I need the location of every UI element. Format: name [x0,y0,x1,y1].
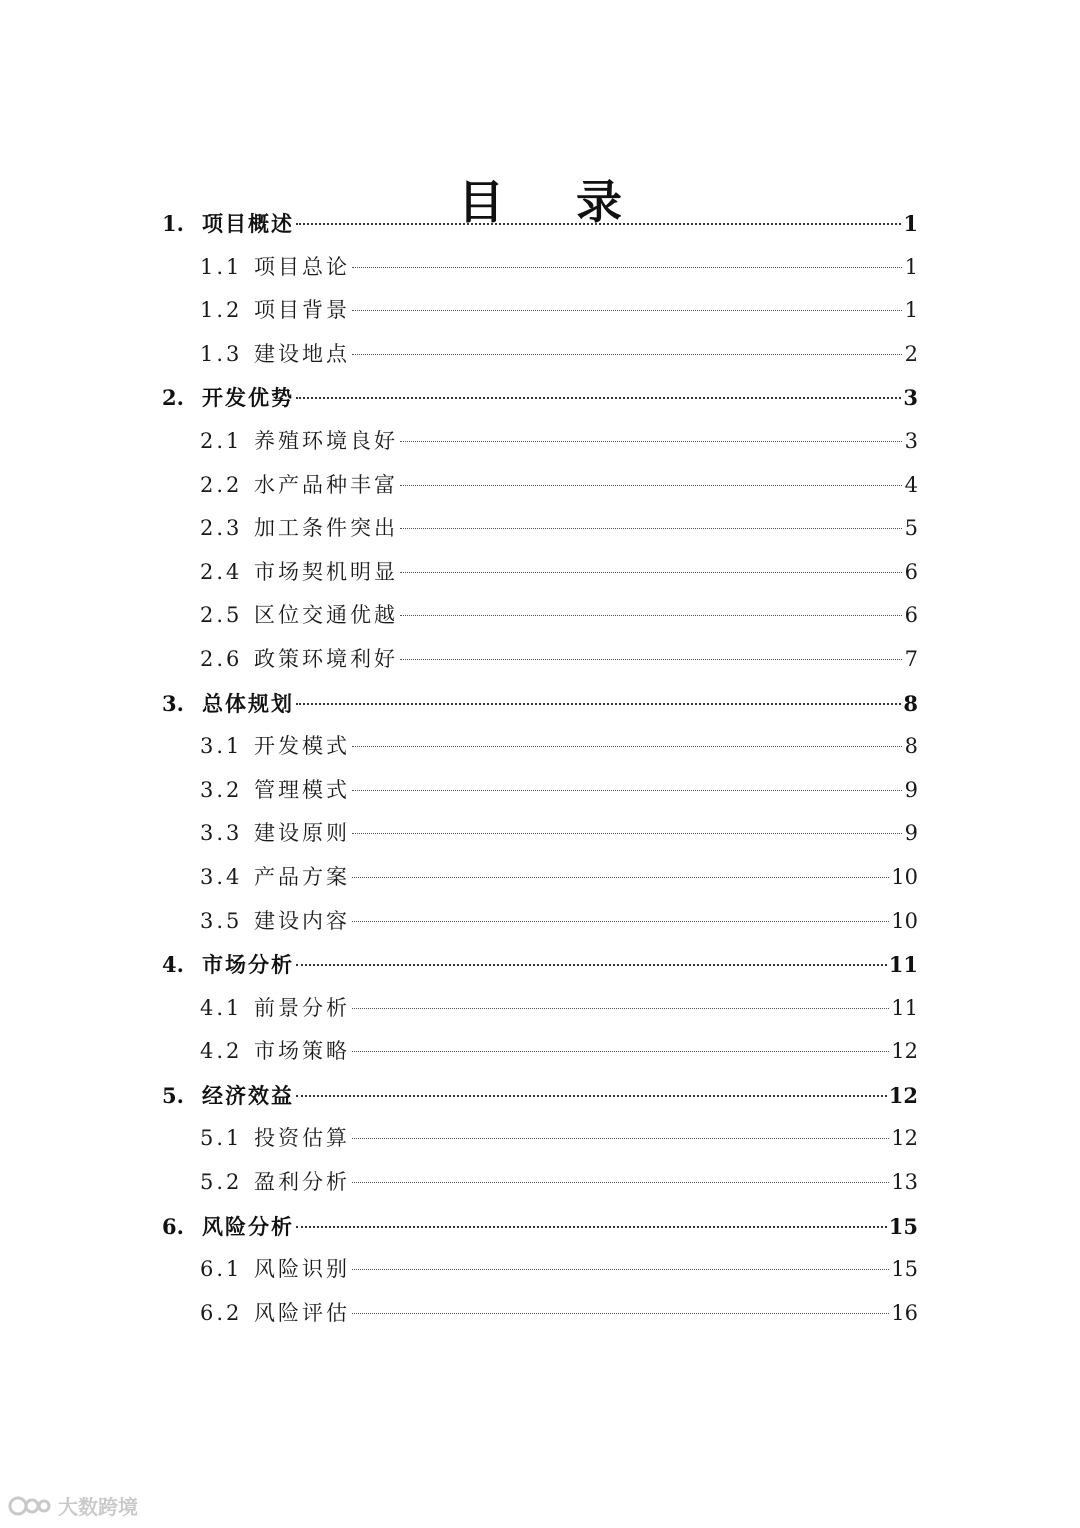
toc-entry-number: 6. [162,1213,184,1239]
toc-entry-number: 1. [162,211,184,236]
toc-page-number: 3 [904,428,918,453]
toc-entry-number: 3.1 [200,734,243,759]
toc-entry-number: 2.5 [200,603,243,628]
toc-page-number: 5 [904,516,918,541]
toc-dot-leader [352,790,902,791]
toc-entry-number: 6.2 [200,1300,243,1325]
toc-dot-leader [352,1269,889,1270]
toc-entry-title: 产品方案 [254,864,350,889]
toc-dot-leader [400,572,902,573]
toc-entry-title: 区位交通优越 [254,603,398,628]
toc-section-entry[interactable] [162,1117,918,1161]
toc-page-number: 15 [888,1213,918,1239]
toc-section-entry[interactable] [162,856,918,900]
toc-page-number: 6 [904,603,918,628]
toc-chapter-entry[interactable] [162,1074,918,1118]
toc-dot-leader [352,877,889,878]
toc-page-number: 4 [904,472,918,497]
toc-page-number: 15 [891,1257,918,1282]
toc-dot-leader [296,964,887,966]
toc-dot-leader [400,528,902,529]
toc-entry-number: 1.2 [200,298,243,323]
toc-chapter-entry[interactable] [162,682,918,726]
toc-chapter-entry[interactable] [162,1205,918,1249]
toc-section-entry[interactable] [162,246,918,290]
brand-logo-icon [8,1495,52,1517]
toc-entry-title: 风险分析 [202,1213,294,1239]
toc-section-entry[interactable] [162,507,918,551]
toc-section-entry[interactable] [162,1030,918,1074]
toc-entry-number: 6.1 [200,1257,243,1282]
toc-entry-title: 建设地点 [254,341,350,366]
toc-chapter-entry[interactable] [162,202,918,246]
toc-dot-leader [400,485,902,486]
toc-page-number: 2 [904,341,918,366]
toc-chapter-entry[interactable] [162,376,918,420]
toc-dot-leader [352,1138,889,1139]
toc-entry-title: 风险识别 [254,1257,350,1282]
toc-dot-leader [296,397,901,399]
toc-dot-leader [352,354,902,355]
toc-entry-title: 盈利分析 [254,1170,350,1195]
toc-entry-number: 3.5 [200,908,243,933]
toc-page-number: 8 [904,734,918,759]
toc-page-number: 12 [891,1039,918,1064]
toc-dot-leader [296,1226,887,1228]
toc-entry-title: 加工条件突出 [254,516,398,541]
watermark-text: 大数跨境 [58,1495,138,1519]
toc-page-number: 1 [904,298,918,323]
toc-dot-leader [352,310,902,311]
toc-page-number: 10 [891,908,918,933]
toc-page-number: 1 [904,254,918,279]
toc-page-number: 13 [891,1170,918,1195]
toc-section-entry[interactable] [162,638,918,682]
toc-entry-number: 2. [162,385,184,411]
toc-entry-title: 风险评估 [254,1300,350,1325]
toc-entry-number: 4. [162,952,184,978]
toc-page-number: 12 [891,1126,918,1151]
toc-entry-number: 4.2 [200,1039,243,1064]
toc-dot-leader [400,615,902,616]
toc-entry-number: 2.6 [200,646,243,671]
toc-page-number: 3 [903,385,918,411]
toc-dot-leader [352,833,902,834]
toc-entry-title: 经济效益 [202,1082,294,1108]
page-title: 目 录 [457,174,650,229]
toc-entry-title: 前景分析 [254,995,350,1020]
toc-page-number: 9 [904,821,918,846]
toc-entry-title: 养殖环境良好 [254,428,398,453]
toc-dot-leader [352,746,902,747]
toc-entry-title: 管理模式 [254,777,350,802]
toc-entry-number: 3.2 [200,777,243,802]
toc-section-entry[interactable] [162,420,918,464]
toc-dot-leader [352,1313,889,1314]
toc-dot-leader [352,921,889,922]
toc-entry-number: 3.3 [200,821,243,846]
watermark [8,1491,138,1520]
toc-section-entry[interactable] [162,769,918,813]
toc-entry-title: 政策环境利好 [254,646,398,671]
toc-entry-title: 开发模式 [254,734,350,759]
toc-section-entry[interactable] [162,725,918,769]
toc-page-number: 7 [904,646,918,671]
toc-page-number: 16 [891,1300,918,1325]
toc-entry-title: 市场策略 [254,1039,350,1064]
toc-dot-leader [296,223,901,225]
toc-section-entry[interactable] [162,1248,918,1292]
toc-entry-number: 2.3 [200,516,243,541]
toc-entry-title: 项目背景 [254,298,350,323]
toc-page-number: 11 [888,952,918,978]
toc-entry-number: 3. [162,690,184,716]
toc-dot-leader [352,1051,889,1052]
toc-entry-number: 1.3 [200,341,243,366]
toc-page-number: 12 [888,1082,918,1108]
toc-page-number: 10 [891,864,918,889]
toc-entry-number: 2.1 [200,428,243,453]
toc-chapter-entry[interactable] [162,943,918,987]
toc-entry-number: 3.4 [200,864,243,889]
toc-page-number: 9 [904,777,918,802]
toc-entry-title: 开发优势 [202,385,294,411]
toc-dot-leader [296,1095,887,1097]
toc-section-entry[interactable] [162,333,918,377]
toc-dot-leader [352,267,902,268]
toc-entry-title: 总体规划 [202,690,294,716]
table-of-contents [162,202,918,1335]
toc-entry-title: 水产品种丰富 [254,472,398,497]
toc-entry-number: 2.2 [200,472,243,497]
toc-section-entry[interactable] [162,812,918,856]
toc-entry-number: 1.1 [200,254,243,279]
toc-entry-title: 项目概述 [202,211,294,236]
toc-entry-number: 4.1 [200,995,243,1020]
toc-page-number: 8 [903,690,918,716]
toc-section-entry[interactable] [162,464,918,508]
toc-section-entry[interactable] [162,594,918,638]
toc-entry-title: 建设原则 [254,821,350,846]
toc-section-entry[interactable] [162,289,918,333]
toc-entry-number: 5.2 [200,1170,243,1195]
toc-dot-leader [400,659,902,660]
toc-entry-number: 2.4 [200,559,243,584]
toc-dot-leader [352,1182,889,1183]
toc-dot-leader [296,703,901,705]
toc-entry-number: 5. [162,1082,184,1108]
toc-dot-leader [400,441,902,442]
toc-entry-title: 建设内容 [254,908,350,933]
toc-section-entry[interactable] [162,551,918,595]
toc-page-number: 11 [891,995,918,1020]
toc-section-entry[interactable] [162,987,918,1031]
toc-page-number: 6 [904,559,918,584]
toc-entry-title: 投资估算 [254,1126,350,1151]
toc-entry-title: 项目总论 [254,254,350,279]
toc-entry-title: 市场分析 [202,952,294,978]
toc-entry-number: 5.1 [200,1126,243,1151]
toc-entry-title: 市场契机明显 [254,559,398,584]
toc-dot-leader [352,1008,889,1009]
toc-section-entry[interactable] [162,900,918,944]
toc-page-number: 1 [903,211,918,236]
toc-section-entry[interactable] [162,1161,918,1205]
toc-section-entry[interactable] [162,1292,918,1336]
